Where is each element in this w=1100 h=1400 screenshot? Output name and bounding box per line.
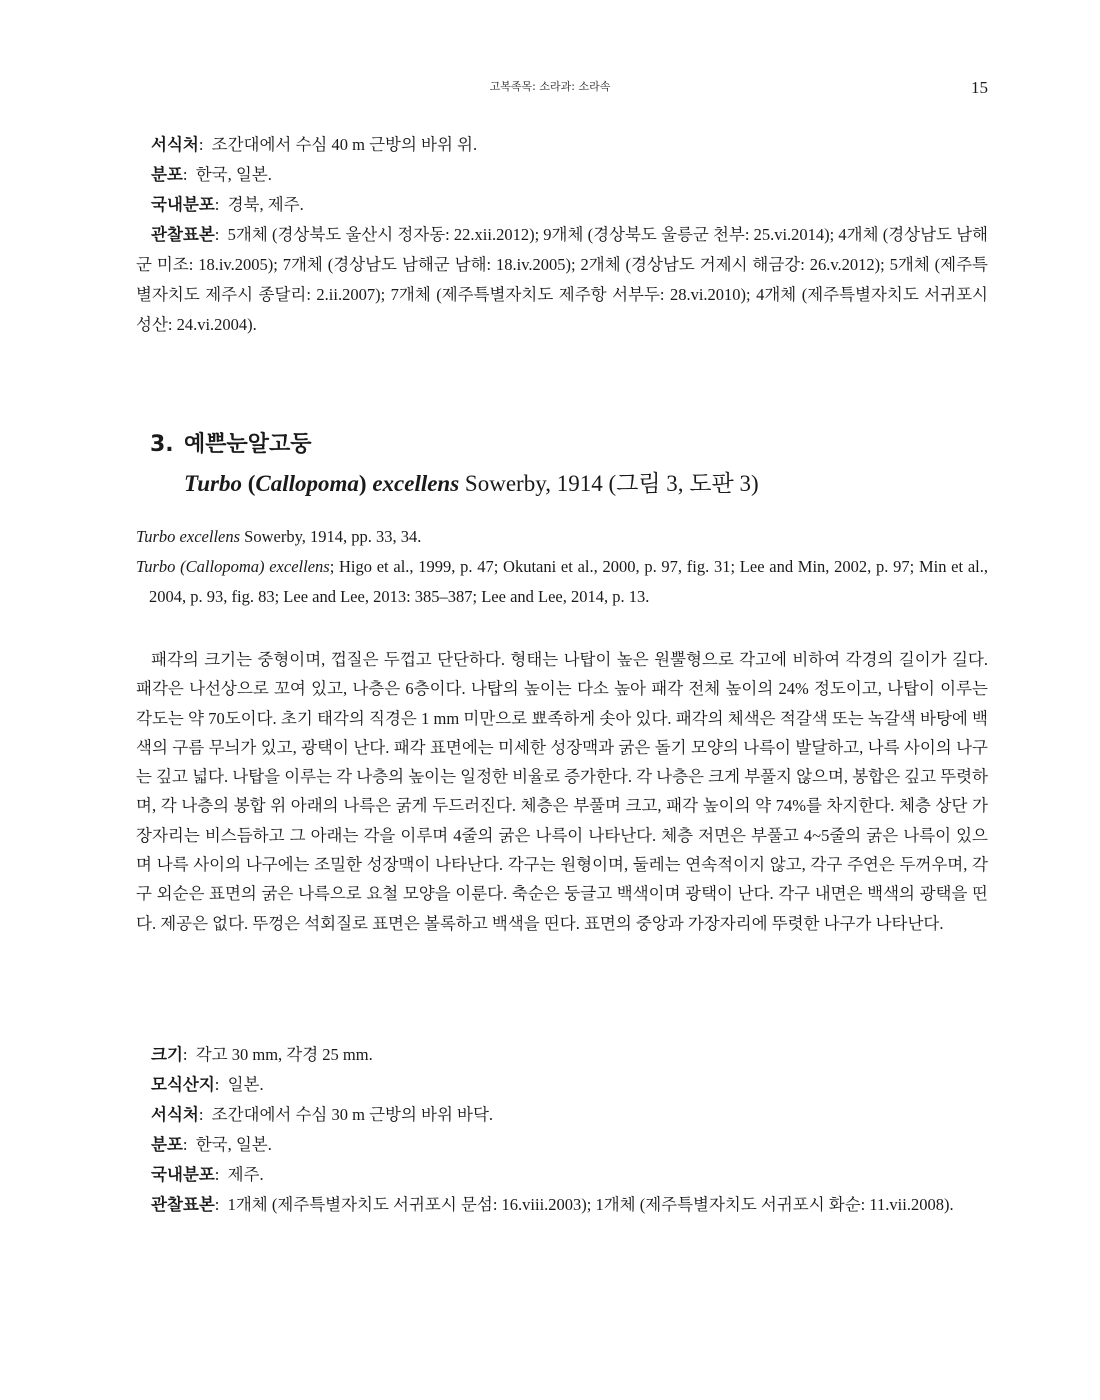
specimens-text: 1개체 (제주특별자치도 서귀포시 문섬: 16.viii.2003); 1개체 (제주특별자치도 서귀포시 화순: 11.vii.2008). — [227, 1195, 954, 1214]
species-heading — [150, 428, 990, 502]
domestic-distribution-label: 국내분포 — [151, 1165, 215, 1184]
size-text: 각고 30 mm, 각경 25 mm. — [195, 1045, 373, 1064]
habitat-label: 서식처 — [151, 135, 199, 154]
species-korean-name: 예쁜눈알고둥 — [184, 432, 312, 457]
distribution-field: 분포: 한국, 일본. — [151, 1135, 272, 1154]
habitat-field: 서식처: 조간대에서 수심 40 m 근방의 바위 위. — [151, 135, 478, 154]
genus-name: Turbo — [184, 471, 242, 496]
domestic-distribution-label: 국내분포 — [151, 195, 215, 214]
species-scientific-name: Turbo (Callopoma) excellens Sowerby, 1914 (그림 3, 도판 3) — [184, 471, 759, 496]
synonym-name: Turbo (Callopoma) excellens — [136, 557, 330, 576]
type-locality-text: 일본. — [227, 1075, 264, 1094]
specimens-field: 관찰표본: 1개체 (제주특별자치도 서귀포시 문섬: 16.viii.2003); 1개체 (제주특별자치도 서귀포시 화순: 11.vii.2008). — [151, 1195, 954, 1214]
domestic-distribution-text: 경북, 제주. — [227, 195, 304, 214]
size-label: 크기 — [151, 1045, 183, 1064]
species-records — [136, 1040, 988, 1220]
running-head: 고복족목: 소라과: 소라속 — [489, 80, 611, 93]
habitat-label: 서식처 — [151, 1105, 199, 1124]
species-epithet: excellens — [372, 471, 460, 496]
synonym-name: Turbo excellens — [136, 527, 241, 546]
type-locality-field: 모식산지: 일본. — [151, 1075, 264, 1094]
synonym-references: Sowerby, 1914, pp. 33, 34. — [240, 527, 422, 546]
subgenus-name: Callopoma — [255, 471, 359, 496]
habitat-field: 서식처: 조간대에서 수심 30 m 근방의 바위 바닥. — [151, 1105, 494, 1124]
synonym-entry — [136, 552, 988, 612]
synonymy-list — [136, 522, 988, 612]
figure-reference: (그림 3, 도판 3) — [608, 471, 759, 496]
domestic-distribution-field: 국내분포: 경북, 제주. — [151, 195, 304, 214]
synonym-entry — [136, 522, 988, 552]
species-korean-title — [150, 428, 990, 462]
habitat-text: 조간대에서 수심 30 m 근방의 바위 바닥. — [211, 1105, 494, 1124]
previous-species-records — [136, 130, 988, 340]
domestic-distribution-field: 국내분포: 제주. — [151, 1165, 264, 1184]
specimens-text: 5개체 (경상북도 울산시 정자동: 22.xii.2012); 9개체 (경상북도 울릉군 천부: 25.vi.2014); 4개체 (경상남도 남해군 미조: 18.iv.2005); 7개체 (경상남도 남해군 남해: 18.iv.2005); 2개체 (경상남도 거제시 해금강: 26.v.2012); 5개체 (제주특별자치도 제주시 종달리: 2.ii.2007); 7개체 (제주특별자치도 제주항 서부두: 28.vi.2010); 4개체 (제주특별자치도 서귀포시 성산: 24.vi.2004). — [136, 225, 988, 334]
specimens-label: 관찰표본 — [151, 1195, 215, 1214]
specimens-field: 관찰표본: 5개체 (경상북도 울산시 정자동: 22.xii.2012); 9개체 (경상북도 울릉군 천부: 25.vi.2014); 4개체 (경상남도 남해군 미조: 18.iv.2005); 7개체 (경상남도 남해군 남해: 18.iv.2005); 2개체 (경상남도 거제시 해금강: 26.v.2012); 5개체 (제주특별자치도 제주시 종달리: 2.ii.2007); 7개체 (제주특별자치도 제주항 서부두: 28.vi.2010); 4개체 (제주특별자치도 서귀포시 성산: 24.vi.2004). — [136, 225, 988, 334]
species-authority: Sowerby, 1914 — [464, 471, 603, 496]
distribution-text: 한국, 일본. — [195, 1135, 272, 1154]
species-description: 패각의 크기는 중형이며, 껍질은 두껍고 단단하다. 형태는 나탑이 높은 원뿔형으로 각고에 비하여 각경의 길이가 길다. 패각은 나선상으로 꼬여 있고, 나층은 6층이다. 나탑의 높이는 다소 높아 패각 전체 높이의 24% 정도이고, 나탑이 이루는 각도는 약 70도이다. 초기 태각의 직경은 1 mm 미만으로 뾰족하게 솟아 있다. 패각의 체색은 적갈색 또는 녹갈색 바탕에 백색의 구름 무늬가 있고, 광택이 난다. 패각 표면에는 미세한 성장맥과 굵은 돌기 모양의 나륵이 발달하고, 나륵 사이의 나구는 깊고 넓다. 나탑을 이루는 각 나층의 높이는 일정한 비율로 증가한다. 각 나층은 크게 부풀지 않으며, 봉합은 깊고 뚜렷하며, 각 나층의 봉합 위 아래의 나륵은 굵게 두드러진다. 체층은 부풀며 크고, 패각 높이의 약 74%를 차지한다. 체층 상단 가장자리는 비스듬하고 그 아래는 각을 이루며 4줄의 굵은 나륵이 나타난다. 체층 저면은 부풀고 4~5줄의 굵은 나륵이 있으며 나륵 사이의 나구에는 조밀한 성장맥이 나타난다. 각구는 원형이며, 둘레는 연속적이지 않고, 각구 주연은 두꺼우며, 각구 외순은 표면의 굵은 나륵으로 요철 모양을 이룬다. 축순은 둥글고 백색이며 광택이 난다. 각구 내면은 백색의 광택을 띤다. 제공은 없다. 뚜껑은 석회질로 표면은 볼록하고 백색을 띤다. 표면의 중앙과 가장자리에 뚜렷한 나구가 나타난다. — [136, 650, 988, 933]
distribution-text: 한국, 일본. — [195, 165, 272, 184]
distribution-label: 분포 — [151, 165, 183, 184]
specimens-label: 관찰표본 — [151, 225, 215, 244]
domestic-distribution-text: 제주. — [227, 1165, 264, 1184]
size-field: 크기: 각고 30 mm, 각경 25 mm. — [151, 1045, 373, 1064]
distribution-label: 분포 — [151, 1135, 183, 1154]
type-locality-label: 모식산지 — [151, 1075, 215, 1094]
distribution-field: 분포: 한국, 일본. — [151, 165, 272, 184]
synonym-references: ; Higo et al., 1999, p. 47; Okutani et al., 2000, p. 97, fig. 31; Lee and Min, 2002, p. 97; Min et al., 2004, p. 93, fig. 83; Lee and Lee, 2013: 385–387; Lee and Lee, 2014, p. 13. — [149, 557, 988, 606]
habitat-text: 조간대에서 수심 40 m 근방의 바위 위. — [211, 135, 478, 154]
species-number: 3. — [150, 432, 174, 457]
page-number: 15 — [971, 78, 988, 97]
